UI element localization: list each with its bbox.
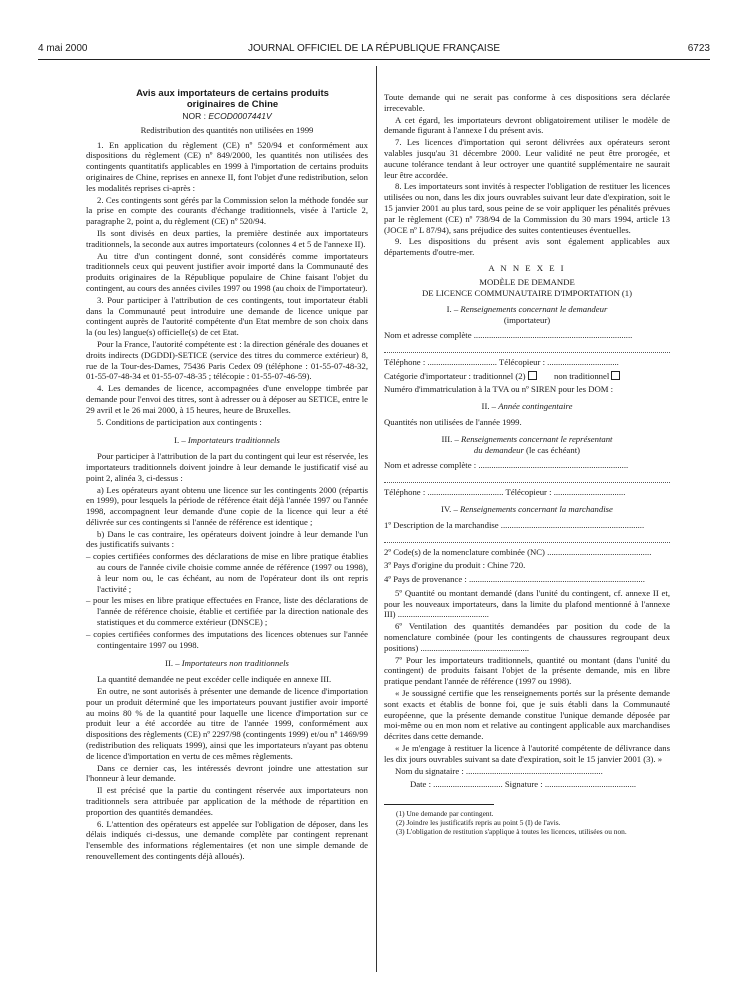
footnote-1: (1) Une demande par contingent. [396,809,494,819]
left-paragraph-15: Il est précisé que la partie du contingent réservée aux importateurs non traditionnels sera attribuée par application de la méthode de répartition en proportion des quantités demandées. [86,785,368,817]
form-section-4-heading [384,504,670,515]
category-non-traditional-label: non traditionnel [554,370,610,381]
nor-label: NOR : [182,111,206,121]
field-date-signature[interactable]: Date : ................................ Signature : .......................................... [410,779,637,790]
field-provenance[interactable]: 4º Pays de provenance : ................................................................................. [384,574,645,585]
form-section-3-title-1: Renseignements concernant le représentant [461,433,613,444]
right-paragraph-3: 7. Les licences d'importation qui seront délivrées aux opérateurs seront valables jusqu'au 31 décembre 2000. Leur validité ne peut être prorogée, et aucune tolérance tendant à leur octroyer une quantité supplémentaire ne saurait leur être accordée. [384,137,670,180]
left-paragraph-14: Dans ce dernier cas, les intéressés devront joindre une attestation sur l'honneur à leur demande. [86,762,368,784]
field-continuation-line[interactable] [384,344,670,353]
notice-subtitle: Redistribution des quantités non utilisées en 1999 [140,124,314,135]
section-1-number: I. – [174,435,186,446]
form-section-2-number: II. – [481,401,497,412]
left-paragraph-3: Ils sont divisés en deux parties, la première destinée aux importateurs traditionnels, la seconde aux autres importateurs (colonnes 4 et 5 de l'annexe II). [86,227,368,249]
left-paragraph-12: La quantité demandée ne peut excéder celle indiquée en annexe III. [97,674,332,685]
field-continuation-line-2[interactable] [384,474,670,483]
left-paragraph-6: Pour la France, l'autorité compétente est : la direction générale des douanes et droits indirects (DGDDI)-SETICE (service des titres du commerce extérieur) 8, rue de la Tour-des-Dames, 75436 Paris Cedex 09 (téléphone : 01-55-07-48-32, 01-55-07-48-34 et 01-55-07-48-35 ; télécopie : 01-55-07-46-59). [86,338,368,382]
notice-title-2: originaires de Chine [186,99,279,110]
section-2-number: II. – [165,658,180,669]
column-divider [376,66,377,972]
left-paragraph-10: a) Les opérateurs ayant obtenu une licence sur les contingents 2000 (répartis en 1999), pour lesquels la période de référence était déjà l'année 1997 ou l'année 1998, accompagnent leur demande d'une copie de la licence qui leur a été délivrée sur ces contingents si l'année de référence est identique ; [86,484,368,527]
field-quota-year: Quantités non utilisées de l'année 1999. [384,416,522,427]
form-section-3-number: III. – [441,433,459,444]
declaration-quote-1: « Je soussigné certifie que les renseignements portés sur la présente demande sont exacts et établis de bonne foi, que je suis établi dans la Communauté européenne, que la présente demande constitue l'unique demande déposée par moi-même ou en mon nom et relative au contingent applicable aux marchandises décrites dans cette demande. [384,688,670,742]
section-2-title: Importateurs non traditionnels [181,658,289,669]
field-telephone-fax[interactable]: Téléphone : ................................ Télécopieur : ................................. [384,356,619,367]
form-section-2-title: Année contingentaire [498,401,573,412]
left-paragraph-2: 2. Ces contingents sont gérés par la Commission selon la méthode fondée sur la prise en compte des courants d'échange traditionnels, visée à l'article 2, paragraphe 2, point a, du règlement (CE) nº 520/94. [86,194,368,227]
form-section-1-number: I. – [446,304,459,315]
field-origin: 3º Pays d'origine du produit : Chine 720. [384,560,526,571]
field-breakdown[interactable]: 6º Ventilation des quantités demandées par position du code de la nomenclature combinée (pour les contingents de chaussures regroupant deux positions) .................................................. [384,621,670,653]
right-paragraph-2: A cet égard, les importateurs devront obligatoirement utiliser le modèle de demande figurant à l'annexe I du présent avis. [384,114,670,136]
left-paragraph-7: 4. Les demandes de licence, accompagnées d'une enveloppe timbrée par demande pour l'envoi des titres, sont à adresser ou à déposer au SETICE, entre le 29 avril et le 26 mai 2000, à 15 heures, heure de Bruxelles. [86,383,368,415]
dash-item-3: – copies certifiées conformes des imputations des licences obtenues sur l'année contingentaire 1997 ou 1998. [86,628,368,650]
left-paragraph-5: 3. Pour participer à l'attribution de ces contingents, tout importateur établi dans la Communauté peut introduire une demande de licence unique par contingent auprès de l'autorité compétente d'un Etat membre de son choix dans la (ou les) langue(s) officielle(s) de cet Etat. [86,294,368,338]
footnote-rule [384,804,494,805]
left-column [86,88,368,863]
left-paragraph-16: 6. L'attention des opérateurs est appelée sur l'obligation de déposer, dans les délais indiqués ci-dessus, une demande complète par contingent reprenant l'ensemble des informations réglementaires (et non une simple demande de renouvellement des contingents déjà alloués). [86,818,368,861]
model-title-line-1: MODÈLE DE DEMANDE [479,276,575,287]
field-name-address[interactable]: Nom et adresse complète ......................................................................... [384,329,633,340]
header-page-number: 6723 [687,43,710,54]
field-signatory-name[interactable]: Nom du signataire : ............................................................... [395,765,603,776]
field-description-line-2[interactable] [384,534,670,543]
dash-item-1: – copies certifiées conformes des déclarations de mise en libre pratique établies au cours de l'année civile choisie comme année de référence (1997 ou 1998), à leur nom ou, le cas échéant, au nom de l'opérateur dont ils ont repris l'activité ; [86,551,368,594]
category-traditional-label: Catégorie d'importateur : traditionnel (2) [384,370,526,381]
form-section-3-title-2: du demandeur [473,444,524,455]
header-journal-title: JOURNAL OFFICIEL DE LA RÉPUBLIQUE FRANÇAISE [247,43,501,54]
form-section-4-number: IV. – [441,503,458,514]
annexe-heading: A N N E X E I [488,262,566,273]
checkbox-traditional[interactable] [528,371,537,380]
form-section-3-heading [384,434,670,456]
section-1-title: Importateurs traditionnels [187,435,280,446]
form-section-1-title: Renseignements concernant le demandeur [460,304,608,315]
field-reference-quantity[interactable]: 7º Pour les importateurs traditionnels, quantité ou montant (dans l'unité du contingent) de produits faisant l'objet de la présente demande, mis en libre pratique pendant l'année de référence (1997 ou 1998). [384,654,670,687]
nor-reference [86,111,368,122]
field-representative-name[interactable]: Nom et adresse complète : ..................................................................... [384,460,629,471]
form-section-1-sub: (importateur) [503,315,551,326]
form-section-4-title: Renseignements concernant la marchandise [460,503,613,514]
form-section-2-heading [384,401,670,412]
field-cn-code[interactable]: 2º Code(s) de la nomenclature combinée (NC) ................................................ [384,546,652,557]
footnote-3: (3) L'obligation de restitution s'applique à toutes les licences, utilisées ou non. [396,827,627,837]
model-title-line-2: DE LICENCE COMMUNAUTAIRE D'IMPORTATION (1) [421,287,633,298]
dash-item-2: – pour les mises en libre pratique effectuées en France, liste des déclarations de l'année de référence choisie, établie et certifiée par la direction nationale des statistiques et du commerce extérieur (DNSCE) ; [86,595,368,628]
section-heading-1 [86,435,368,446]
left-paragraph-8: 5. Conditions de participation aux contingents : [97,416,262,427]
page-header [38,43,710,57]
left-paragraph-13: En outre, ne sont autorisés à présenter une demande de licence d'importation pour un produit déterminé que les importateurs pouvant justifier avoir importé au moins 80 % de la quantité pour laquelle une licence d'importation sur ce produit leur a été accordée au titre de l'année 1999, conformément aux dispositions des règlements (CE) nº 2297/98 (contingents 1999) et/ou nº 1469/99 (redistribution des reliquats 1999), ainsi que les importateurs n'ayant pas obtenu de licence d'importation en vertu de ces mêmes règlements. [86,686,368,761]
field-quantity[interactable]: 5º Quantité ou montant demandé (dans l'unité du contingent, cf. annexe II et, pour les nouveaux importateurs, dans la limite du plafond mentionné à l'annexe III) .......................................... [384,587,670,620]
checkbox-non-traditional[interactable] [611,371,620,380]
section-heading-2 [86,658,368,669]
form-section-1-heading [384,304,670,326]
field-representative-phone[interactable]: Téléphone : ................................... Télécopieur : ................................. [384,487,626,498]
header-rule [38,59,710,60]
left-paragraph-4: Au titre d'un contingent donné, sont considérés comme importateurs traditionnels ceux qui peuvent justifier avoir importé dans la Communauté des produits originaires de la République populaire de Chine faisant l'objet du contingent, au cours des années civiles 1997 ou 1998 (au choix de l'importateur). [86,250,368,293]
header-date: 4 mai 2000 [38,43,88,54]
field-vat-siren[interactable]: Numéro d'immatriculation à la TVA ou nº SIREN pour les DOM : [384,384,614,395]
field-importer-category [384,371,670,382]
form-section-3-sub: (le cas échéant) [526,444,581,455]
field-description[interactable]: 1º Description de la marchandise .................................................................. [384,519,645,530]
declaration-quote-2: « Je m'engage à restituer la licence à l'autorité compétente de délivrance dans les dix jours ouvrables suivant sa date d'expiration, soit le 15 janvier 2001 (3). » [384,743,670,764]
left-paragraph-9: Pour participer à l'attribution de la part du contingent qui leur est réservée, les importateurs traditionnels doivent joindre à leur demande le justificatif visé au point 2, alinéa 3, ci-dessus : [86,451,368,483]
left-paragraph-11: b) Dans le cas contraire, les opérateurs doivent joindre à leur demande l'un des justificatifs suivants : [86,528,368,550]
model-title [384,277,670,299]
right-paragraph-1: Toute demande qui ne serait pas conforme à ces dispositions sera déclarée irrecevable. [384,92,670,113]
left-paragraph-1: 1. En application du règlement (CE) nº 520/94 et conformément aux dispositions du règlement (CE) nº 849/2000, les quantités non utilisées des contingents quantitatifs applicables en 1999 à l'importation de certains produits originaires de Chine, reprises en annexe II, font l'objet d'une redistribution, selon les modalités reprises ci-après : [86,139,368,193]
footnote-2: (2) Joindre les justificatifs repris au point 5 (I) de l'avis. [396,818,561,828]
nor-code: ECOD0007441V [208,111,272,121]
right-paragraph-5: 9. Les dispositions du présent avis sont également applicables aux départements d'outre-mer. [384,236,670,258]
right-paragraph-4: 8. Les importateurs sont invités à respecter l'obligation de restituer les licences utilisées ou non, dans les dix jours ouvrables suivant leur date d'expiration, soit le 15 janvier 2001 au plus tard, sous peine de se voir appliquer les pénalités prévues par le règlement (CE) nº 738/94 de la Commission du 30 mars 1994, article 13 (JOCE nº L 87/94), sans préjudice des suites contentieuses éventuelles. [384,181,670,235]
notice-title-1: Avis aux importateurs de certains produits [136,88,329,99]
right-column [384,92,670,836]
